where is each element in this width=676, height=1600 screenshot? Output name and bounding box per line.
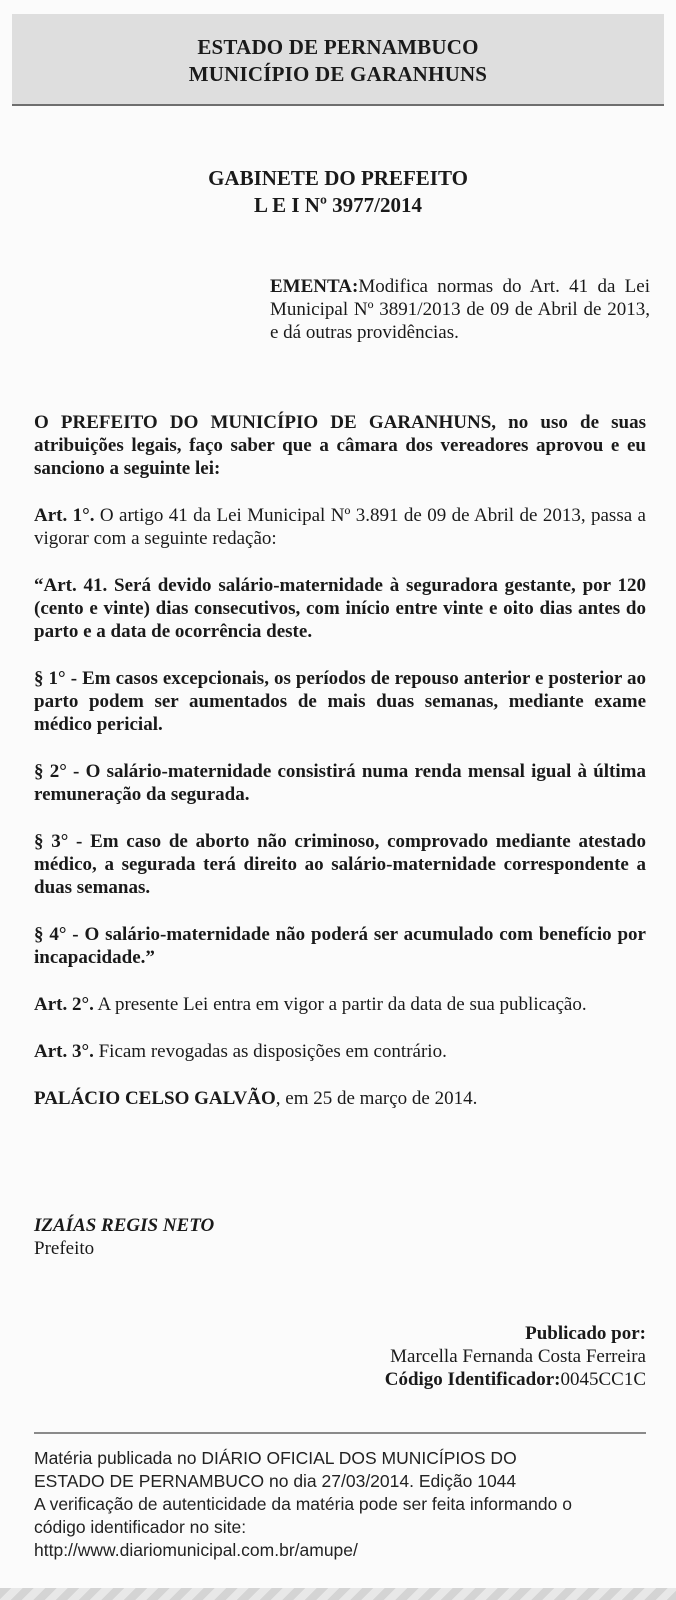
footer-divider (34, 1432, 646, 1434)
paragraph-3 (34, 830, 646, 899)
footer-line-4: código identificador no site: (34, 1517, 247, 1537)
office-heading (0, 165, 676, 219)
paragraph-4 (34, 923, 646, 969)
identifier-line (385, 1368, 646, 1391)
paragraph-1-text: - Em casos excepcionais, os períodos de repouso anterior e posterior ao parto podem ser aumentados de mais duas semanas, mediante exame médico pericial. (34, 668, 646, 735)
footer-line-2: ESTADO DE PERNAMBUCO no dia 27/03/2014. Edição 1044 (34, 1471, 517, 1491)
municipality-name: MUNICÍPIO DE GARANHUNS (188, 62, 488, 86)
publisher-name: Marcella Fernanda Costa Ferreira (390, 1346, 646, 1367)
state-name: ESTADO DE PERNAMBUCO (197, 35, 479, 59)
signature-block (34, 1214, 214, 1260)
article-1-label: Art. 1°. (34, 505, 95, 526)
ementa-text: Modifica normas do Art. 41 da Lei Municipal Nº 3891/2013 de 09 de Abril de 2013, e dá outras providências. (270, 276, 650, 343)
article-2-label: Art. 2°. (34, 994, 94, 1015)
paragraph-3-label: § 3° (34, 831, 69, 852)
footer-note (34, 1447, 654, 1562)
identifier-code: 0045CC1C (560, 1369, 646, 1390)
published-by-label: Publicado por: (525, 1323, 646, 1344)
article-2-text: A presente Lei entra em vigor a partir da data de sua publicação. (93, 994, 587, 1015)
publication-info (385, 1322, 646, 1391)
signer-name: IZAÍAS REGIS NETO (34, 1215, 215, 1236)
closing-date: , em 25 de março de 2014. (275, 1088, 478, 1109)
paragraph-2 (34, 760, 646, 806)
law-body (34, 411, 646, 1134)
paragraph-1-label: § 1° (34, 668, 66, 689)
article-41-text: “Art. 41. Será devido salário-maternidade à seguradora gestante, por 120 (cento e vinte) dias consecutivos, com início entre vinte e oito dias antes do parto e a data de ocorrência deste. (34, 575, 646, 642)
ementa (270, 275, 650, 344)
identifier-label: Código Identificador: (384, 1369, 561, 1390)
footer-line-3: A verificação de autenticidade da matéria pode ser feita informando o (34, 1494, 572, 1514)
paragraph-3-text: - Em caso de aborto não criminoso, comprovado mediante atestado médico, a segurada terá direito ao salário-maternidade correspondente a duas semanas. (34, 831, 646, 898)
article-2 (34, 993, 646, 1016)
article-1-text: O artigo 41 da Lei Municipal Nº 3.891 de 09 de Abril de 2013, passa a vigorar com a seguinte redação: (34, 505, 646, 549)
article-3-text: Ficam revogadas as disposições em contrário. (93, 1041, 447, 1062)
paragraph-4-text: - O salário-maternidade não poderá ser acumulado com benefício por incapacidade.” (34, 924, 646, 968)
palace-name: PALÁCIO CELSO GALVÃO (34, 1088, 276, 1109)
article-1 (34, 504, 646, 550)
document-header (12, 14, 664, 106)
footer-url: http://www.diariomunicipal.com.br/amupe/ (34, 1540, 358, 1560)
article-3 (34, 1040, 646, 1063)
closing-line (34, 1087, 646, 1110)
paragraph-1 (34, 667, 646, 736)
preamble: O PREFEITO DO MUNICÍPIO DE GARANHUNS, no uso de suas atribuições legais, faço saber que a câmara dos vereadores aprovou e eu sanciono a seguinte lei: (34, 412, 646, 479)
footer-line-1: Matéria publicada no DIÁRIO OFICIAL DOS MUNICÍPIOS DO (34, 1448, 517, 1468)
bottom-strip (0, 1588, 676, 1600)
office-title: GABINETE DO PREFEITO (208, 166, 468, 190)
article-3-label: Art. 3°. (34, 1041, 94, 1062)
law-number: L E I Nº 3977/2014 (254, 193, 422, 217)
ementa-label: EMENTA: (270, 276, 359, 297)
paragraph-4-label: § 4° (34, 924, 67, 945)
signer-role: Prefeito (34, 1238, 95, 1259)
paragraph-2-text: - O salário-maternidade consistirá numa renda mensal igual à última remuneração da segurada. (34, 761, 646, 805)
paragraph-2-label: § 2° (34, 761, 67, 782)
